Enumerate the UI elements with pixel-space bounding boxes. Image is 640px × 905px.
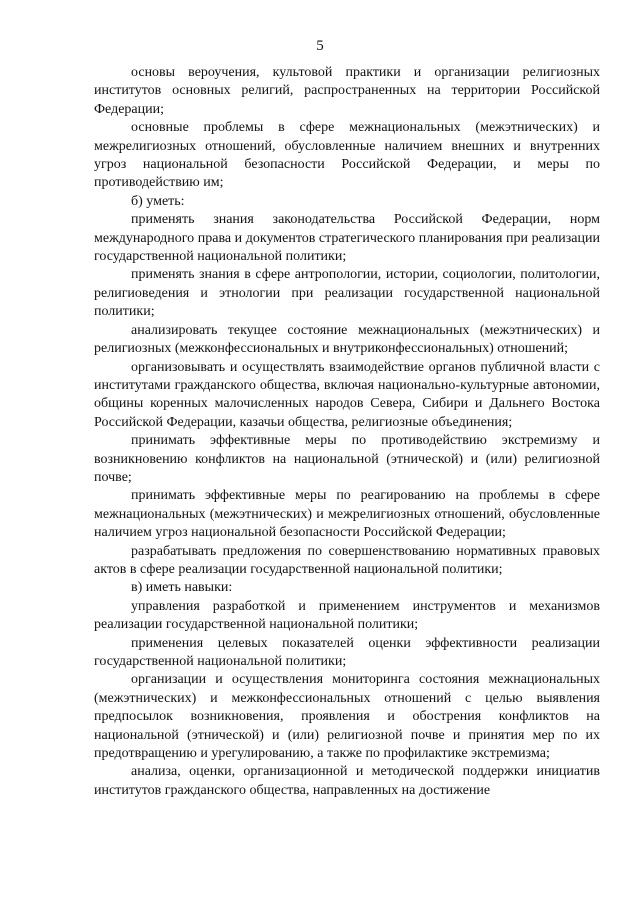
paragraph-manage-instruments: управления разработкой и применением инструментов и механизмов реализации государственной национальной политики; [94, 598, 600, 633]
section-heading-abilities: в) иметь навыки: [131, 580, 233, 596]
paragraph-beliefs-basics: основы вероучения, культовой практики и организации религиозных институтов основных религий, распространенных на территории Российской Федерации; [94, 65, 600, 117]
paragraph-analyze-relations: анализировать текущее состояние межнациональных (межэтнических) и религиозных (межконфессиональных и внутриконфессиональных) отношений; [94, 322, 600, 357]
paragraph-respond-problems: принимать эффективные меры по реагированию на проблемы в сфере межнациональных (межэтнических) и межрелигиозных отношений, обусловленные наличием угроз национальной безопасности Российской Федерации; [94, 488, 600, 541]
section-heading-skills: б) уметь: [131, 193, 185, 209]
paragraph-counter-extremism: принимать эффективные меры по противодействию экстремизму и возникновению конфликтов на национальной (этнической) и (или) религиозной почве; [94, 433, 600, 485]
paragraph-support-initiatives: анализа, оценки, организационной и методической поддержки инициатив институтов гражданского общества, направленных на достижение [94, 764, 600, 798]
document-body [94, 64, 600, 800]
paragraph-develop-proposals: разрабатывать предложения по совершенствованию нормативных правовых актов в сфере реализации государственной национальной политики; [94, 543, 600, 577]
paragraph-target-indicators: применения целевых показателей оценки эффективности реализации государственной национальной политики; [94, 635, 600, 669]
paragraph-main-problems: основные проблемы в сфере межнациональных (межэтнических) и межрелигиозных отношений, обусловленные наличием внешних и внутренних угроз национальной безопасности Российской Федерации, и меры по противодействию им; [94, 120, 600, 191]
paragraph-organize-interaction: организовывать и осуществлять взаимодействие органов публичной власти с институтами гражданского общества, включая национально-культурные автономии, общины коренных малочисленных народов Севера, Сибири и Дальнего Востока Российской Федерации, казачьи общества, религиозные объединения; [94, 359, 600, 430]
paragraph-apply-legislation: применять знания законодательства Российской Федерации, норм международного права и документов стратегического планирования при реализации государственной национальной политики; [94, 212, 600, 265]
paragraph-apply-sciences: применять знания в сфере антропологии, истории, социологии, политологии, религиоведения и этнологии при реализации государственной национальной политики; [94, 267, 600, 320]
page-number: 5 [316, 38, 324, 54]
paragraph-monitoring: организации и осуществления мониторинга состояния межнациональных (межэтнических) и межконфессиональных отношений с целью выявления предпосылок возникновения, проявления и обострения конфликтов на национальной (этнической) и (или) религиозной почве и принятия мер по их предотвращению и урегулированию, а также по профилактике экстремизма; [94, 672, 600, 762]
